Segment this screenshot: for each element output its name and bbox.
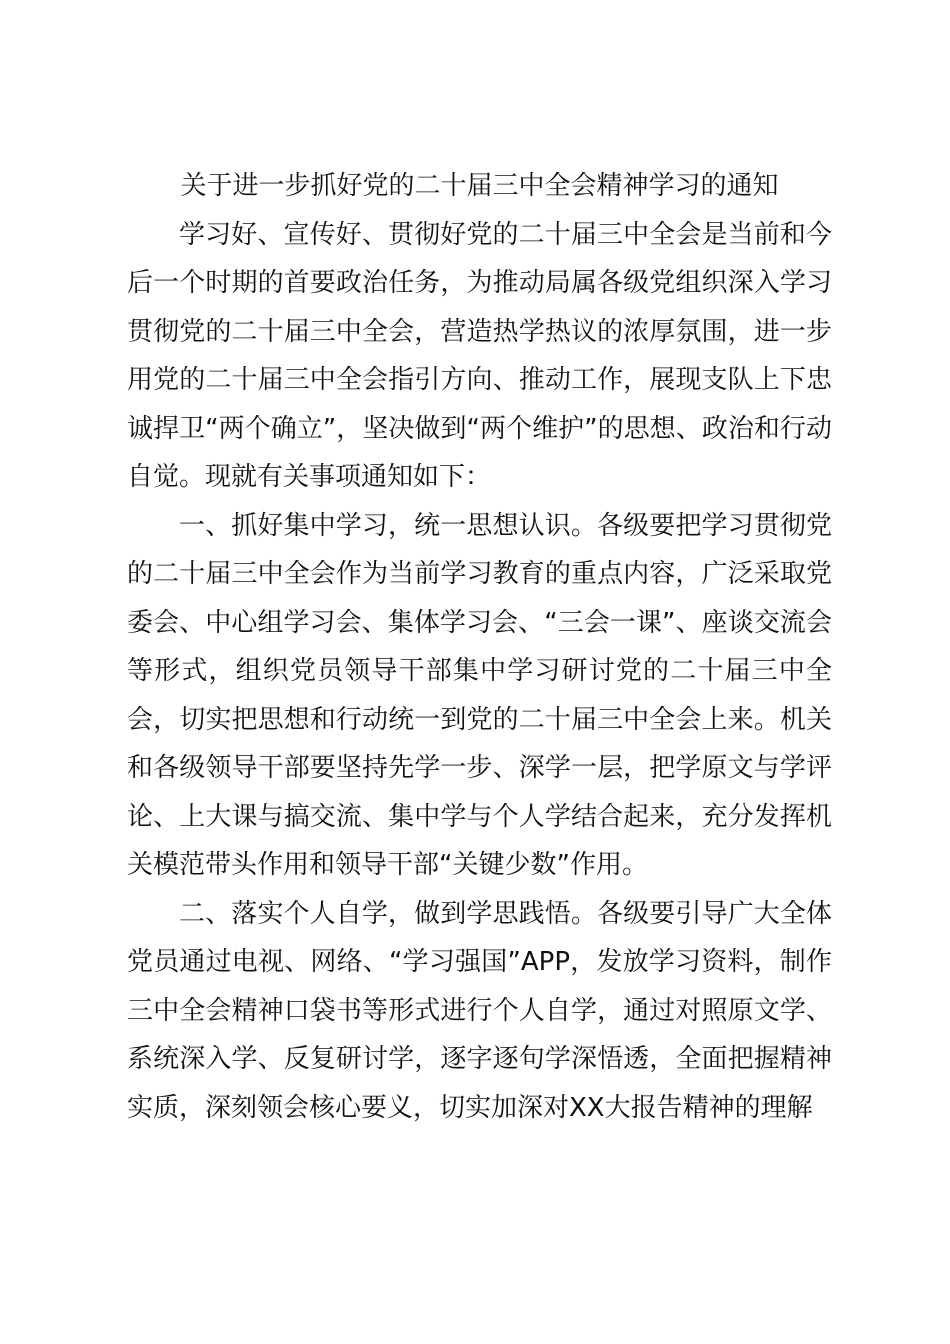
document-title: 关于进一步抓好党的二十届三中全会精神学习的通知	[180, 171, 779, 201]
paragraph-section-1: 一、抓好集中学习，统一思想认识。各级要把学习贯彻党的二十届三中全会作为当前学习教育的重点内容，广泛采取党委会、中心组学习会、集体学习会、“三会一课”、座谈交流会等形式，组织党员领导干部集中学习研讨党的二十届三中全会，切实把思想和行动统一到党的二十届三中全会上来。机关和各级领导干部要坚持先学一步、深学一层，把学原文与学评论、上大课与搞交流、集中学与个人学结合起来，充分发挥机关模范带头作用和领导干部“关键少数”作用。	[127, 510, 832, 880]
paragraph-intro: 学习好、宣传好、贯彻好党的二十届三中全会是当前和今后一个时期的首要政治任务，为推动局属各级党组织深入学习贯彻党的二十届三中全会，营造热学热议的浓厚氛围，进一步用党的二十届三中全会指引方向、推动工作，展现支队上下忠诚捍卫“两个确立”，坚决做到“两个维护”的思想、政治和行动自觉。现就有关事项通知如下：	[127, 219, 832, 492]
document-body	[127, 162, 832, 1132]
paragraph-section-2: 二、落实个人自学，做到学思践悟。各级要引导广大全体党员通过电视、网络、“学习强国”APP，发放学习资料，制作三中全会精神口袋书等形式进行个人自学，通过对照原文学、系统深入学、反复研讨学，逐字逐句学深悟透，全面把握精神实质，深刻领会核心要义，切实加深对XX大报告精神的理解	[127, 898, 832, 1123]
